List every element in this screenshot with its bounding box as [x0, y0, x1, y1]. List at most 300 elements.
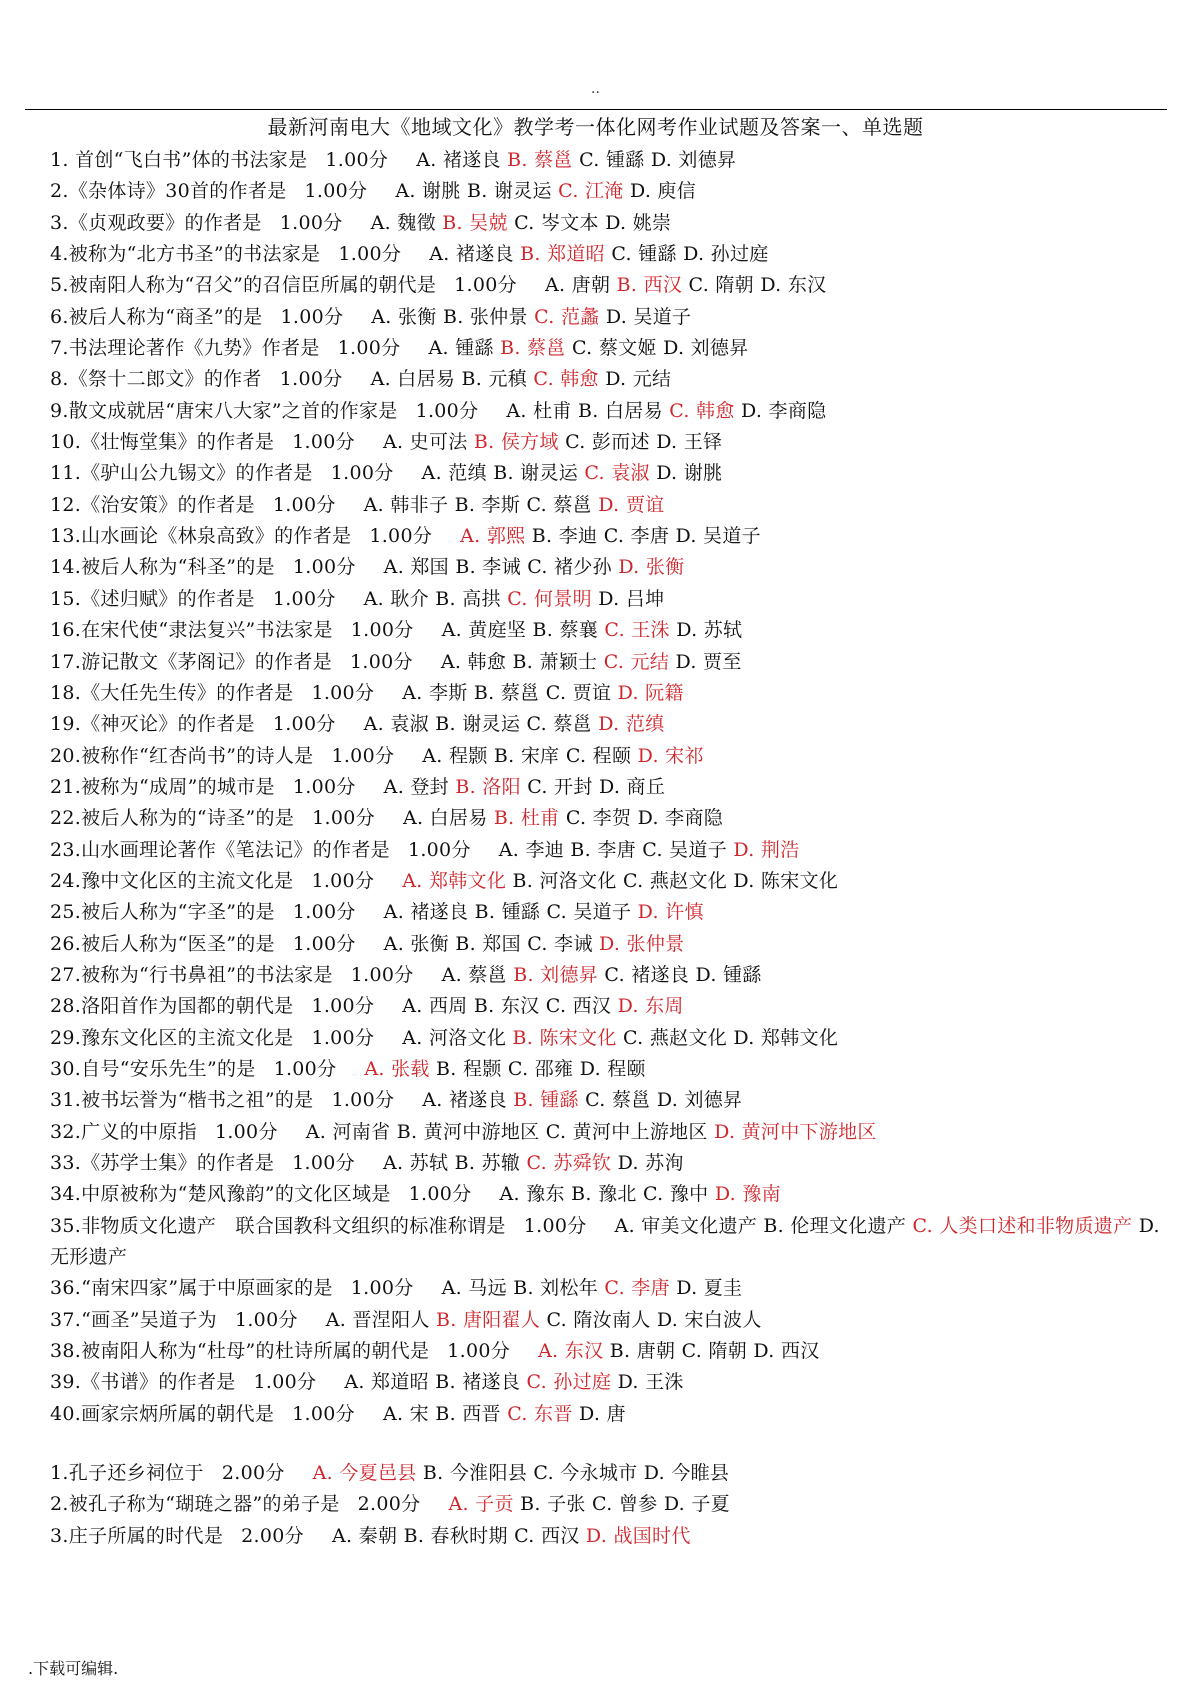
question-row — [0, 1489, 1191, 1520]
option: C. 西汉 — [545, 995, 612, 1018]
question-row — [0, 333, 1191, 364]
option: A. 褚遂良 — [416, 149, 501, 171]
question-score: 1.00分 — [253, 1371, 317, 1394]
option: A. 李斯 — [402, 681, 468, 704]
question-row — [0, 1054, 1191, 1085]
question-number: 30. — [50, 1057, 82, 1080]
option-correct: A. 东汉 — [538, 1340, 604, 1363]
option: C. 蔡邕 — [585, 1089, 651, 1112]
question-score: 1.00分 — [292, 932, 356, 955]
question-number: 38. — [50, 1340, 82, 1363]
question-number: 31. — [50, 1089, 82, 1112]
option: A. 袁淑 — [363, 713, 429, 736]
option-correct: C. 孙过庭 — [526, 1371, 612, 1394]
option-correct: B. 侯方域 — [473, 431, 559, 454]
option-correct: A. 郑韩文化 — [402, 869, 507, 892]
option: D. 程颐 — [579, 1057, 646, 1080]
question-row — [0, 427, 1191, 458]
question-score: 1.00分 — [273, 1057, 337, 1080]
question-row — [0, 208, 1191, 239]
question-row — [0, 678, 1191, 709]
option: B. 谢灵运 — [466, 180, 552, 203]
question-text: 被孔子称为“瑚琏之器”的弟子是 — [68, 1493, 340, 1516]
question-number: 37. — [50, 1308, 82, 1331]
option: B. 程颢 — [436, 1057, 502, 1080]
option: D. 陈宋文化 — [733, 869, 839, 892]
option: B. 蔡邕 — [473, 681, 540, 704]
option: D. 夏圭 — [676, 1277, 743, 1300]
question-text: 广义的中原指 — [81, 1120, 197, 1143]
option: D. 吕坤 — [598, 587, 665, 610]
question-row — [0, 929, 1191, 960]
question-row — [0, 1305, 1191, 1336]
option-correct: C. 韩愈 — [669, 399, 735, 422]
option: B. 李斯 — [454, 493, 521, 516]
option: B. 黄河中游地区 — [396, 1120, 540, 1143]
option: B. 张仲景 — [442, 305, 528, 328]
option: D. 贾至 — [675, 650, 742, 673]
question-row — [0, 835, 1191, 866]
question-score: 1.00分 — [350, 619, 414, 642]
question-row — [0, 521, 1191, 552]
option-correct: B. 唐阳翟人 — [436, 1308, 541, 1331]
option: C. 开封 — [527, 775, 593, 798]
option: C. 李唐 — [603, 525, 670, 548]
option: A. 苏轼 — [382, 1152, 449, 1174]
question-text: 《驴山公九锡文》的作者是 — [81, 462, 313, 485]
question-number: 1. — [50, 1462, 69, 1484]
option: A. 锺繇 — [428, 337, 494, 360]
question-score: 1.00分 — [292, 901, 356, 924]
option: D. 孙过庭 — [683, 243, 769, 266]
option: B. 唐朝 — [609, 1340, 676, 1363]
option: A. 河南省 — [305, 1120, 391, 1143]
option-correct: B. 杜甫 — [493, 807, 560, 830]
question-row — [0, 1211, 1191, 1274]
option: C. 蔡邕 — [526, 493, 592, 516]
option: B. 萧颖士 — [512, 650, 598, 673]
question-text: 《苏学士集》的作者是 — [81, 1152, 275, 1174]
question-row — [0, 364, 1191, 395]
option: C. 褚少孙 — [527, 556, 612, 579]
option-correct: D. 范缜 — [598, 713, 665, 736]
question-text: 被南阳人称为“召父”的召信臣所属的朝代是 — [68, 274, 437, 297]
question-score: 1.00分 — [311, 995, 375, 1018]
question-row — [0, 1458, 1191, 1489]
question-number: 13. — [50, 525, 82, 548]
option: A. 晋涅阳人 — [325, 1308, 430, 1331]
question-number: 23. — [50, 838, 82, 861]
question-row — [0, 960, 1191, 991]
option: A. 史可法 — [382, 431, 468, 454]
option: A. 张衡 — [371, 305, 437, 328]
option-correct: D. 张衡 — [618, 556, 685, 579]
question-text: 《书谱》的作者是 — [81, 1371, 236, 1394]
question-number: 33. — [50, 1152, 82, 1174]
question-text: 庄子所属的时代是 — [68, 1524, 224, 1547]
question-text: “南宋四家”属于中原画家的是 — [81, 1277, 333, 1300]
option: B. 谢灵运 — [435, 713, 521, 736]
question-text: 被后人称为的“诗圣”的是 — [81, 807, 295, 830]
option: C. 燕赵文化 — [623, 1026, 728, 1049]
question-score: 1.00分 — [272, 493, 336, 516]
question-number: 24. — [50, 869, 82, 892]
question-score: 1.00分 — [523, 1214, 587, 1237]
option: D. 郑韩文化 — [733, 1026, 839, 1049]
question-text: 画家宗炳所属的朝代是 — [81, 1402, 275, 1425]
question-text: 被南阳人称为“杜母”的杜诗所属的朝代是 — [81, 1340, 430, 1363]
option: C. 吴道子 — [642, 838, 728, 861]
question-number: 1. — [50, 149, 69, 171]
question-score: 1.00分 — [331, 744, 395, 767]
option: C. 岑文本 — [514, 211, 599, 234]
option: A. 黄庭坚 — [441, 619, 527, 642]
second-question-section — [0, 1458, 1191, 1552]
option: A. 蔡邕 — [441, 963, 507, 986]
option: A. 李迪 — [498, 838, 565, 861]
option: D. 今睢县 — [643, 1462, 730, 1484]
question-row — [0, 1273, 1191, 1304]
question-score: 1.00分 — [279, 368, 343, 391]
question-row — [0, 302, 1191, 333]
question-row — [0, 1148, 1191, 1179]
question-number: 35. — [50, 1214, 82, 1237]
question-row — [0, 991, 1191, 1022]
option: A. 程颢 — [422, 744, 488, 767]
question-number: 29. — [50, 1026, 82, 1049]
question-number: 12. — [50, 493, 82, 516]
option-correct: D. 战国时代 — [585, 1524, 691, 1547]
question-number: 3. — [50, 1524, 69, 1547]
footer-note: .下载可编辑. — [28, 1659, 119, 1678]
option-correct: B. 刘德昇 — [513, 963, 599, 986]
question-row — [0, 1521, 1191, 1552]
question-row — [0, 803, 1191, 834]
question-number: 39. — [50, 1371, 82, 1394]
question-row — [0, 270, 1191, 301]
question-text: 《述归赋》的作者是 — [81, 587, 255, 610]
option: C. 隋朝 — [681, 1340, 748, 1363]
question-number: 28. — [50, 995, 82, 1018]
option-correct: C. 何景明 — [507, 587, 592, 610]
question-text: 首创“飞白书”体的书法家是 — [68, 149, 308, 171]
question-text: 被称为“北方书圣”的书法家是 — [68, 243, 321, 266]
option: B. 白居易 — [578, 399, 663, 422]
option: B. 河洛文化 — [512, 869, 617, 892]
option: D. 吴道子 — [675, 525, 761, 548]
question-score: 1.00分 — [272, 713, 336, 736]
question-text: 豫中文化区的主流文化是 — [81, 869, 294, 892]
option: B. 春秋时期 — [403, 1524, 508, 1547]
question-number: 19. — [50, 713, 82, 736]
option: B. 子张 — [520, 1493, 586, 1516]
option: A. 褚遂良 — [429, 243, 514, 266]
question-row — [0, 239, 1191, 270]
option-correct: D. 黄河中下游地区 — [714, 1120, 877, 1143]
question-number: 25. — [50, 901, 82, 924]
question-row — [0, 1023, 1191, 1054]
question-number: 18. — [50, 681, 82, 704]
option-correct: C. 李唐 — [604, 1277, 670, 1300]
option: B. 豫北 — [571, 1183, 637, 1206]
option: C. 蔡文姬 — [572, 337, 657, 360]
option: B. 高拱 — [435, 587, 501, 610]
question-text: 被称为“成周”的城市是 — [81, 775, 275, 798]
question-row — [0, 1399, 1191, 1430]
question-text: 《贞观政要》的作者是 — [68, 211, 262, 234]
single-choice-section — [0, 145, 1191, 1430]
option-correct: C. 韩愈 — [533, 368, 599, 391]
option-correct: C. 人类口述和非物质遗产 — [912, 1214, 1133, 1237]
option: C. 程颐 — [565, 744, 632, 767]
question-score: 2.00分 — [221, 1462, 285, 1484]
question-number: 27. — [50, 963, 82, 986]
option: A. 魏徵 — [370, 211, 436, 234]
option: D. 谢朓 — [656, 462, 723, 485]
question-text: 《神灭论》的作者是 — [81, 713, 255, 736]
question-score: 2.00分 — [241, 1524, 304, 1547]
option: A. 郑国 — [383, 556, 449, 579]
question-text: 被后人称为“字圣”的是 — [81, 901, 275, 924]
question-number: 32. — [50, 1120, 82, 1143]
question-score: 1.00分 — [311, 869, 375, 892]
option: C. 锺繇 — [579, 149, 645, 171]
question-number: 16. — [50, 619, 82, 642]
question-score: 1.00分 — [330, 462, 394, 485]
option: C. 李贺 — [565, 807, 632, 830]
option: D. 刘德昇 — [656, 1089, 743, 1112]
option: C. 彭而述 — [565, 431, 650, 454]
question-score: 1.00分 — [408, 1183, 472, 1206]
question-number: 20. — [50, 744, 82, 767]
option: D. 姚崇 — [605, 211, 672, 234]
question-text: 被称作“红杏尚书”的诗人是 — [81, 744, 314, 767]
header-rule — [25, 109, 1167, 110]
option: B. 褚遂良 — [435, 1371, 521, 1394]
question-row — [0, 866, 1191, 897]
option: A. 耿介 — [363, 587, 429, 610]
option: B. 蔡襄 — [532, 619, 599, 642]
option: D. 刘德昇 — [663, 337, 749, 360]
option: A. 马远 — [441, 1277, 507, 1300]
option-correct: C. 袁淑 — [584, 462, 650, 485]
option: B. 东汉 — [473, 995, 540, 1018]
option: A. 白居易 — [370, 368, 456, 391]
question-number: 4. — [50, 243, 69, 266]
question-number: 5. — [50, 274, 69, 297]
option: B. 郑国 — [455, 932, 521, 955]
question-score: 1.00分 — [292, 1152, 355, 1174]
question-score: 1.00分 — [447, 1340, 511, 1363]
option-correct: B. 蔡邕 — [500, 337, 566, 360]
question-row — [0, 145, 1191, 176]
question-text: 被后人称为“医圣”的是 — [81, 932, 275, 955]
question-text: 山水画论《林泉高致》的作者是 — [81, 525, 352, 548]
option: A. 谢朓 — [395, 180, 461, 203]
option: B. 今淮阳县 — [422, 1462, 528, 1484]
question-text: 被后人称为“商圣”的是 — [68, 305, 263, 328]
question-score: 1.00分 — [407, 838, 471, 861]
option: C. 锺繇 — [611, 243, 677, 266]
option: D. 元结 — [605, 368, 672, 391]
option-correct: D. 豫南 — [714, 1183, 781, 1206]
question-text: 豫东文化区的主流文化是 — [81, 1026, 294, 1049]
option: A. 范缜 — [421, 462, 487, 485]
question-text: 《壮悔堂集》的作者是 — [81, 431, 275, 454]
question-text: 被书坛誉为“楷书之祖”的是 — [81, 1089, 314, 1112]
question-text: 游记散文《茅阁记》的作者是 — [81, 650, 333, 673]
option: C. 贾谊 — [545, 681, 612, 704]
question-text: 书法理论著作《九势》作者是 — [68, 337, 320, 360]
option-correct: B. 锺繇 — [513, 1089, 579, 1112]
question-score: 1.00分 — [338, 243, 402, 266]
question-number: 40. — [50, 1402, 82, 1425]
top-mark: .. — [591, 81, 600, 97]
option-correct: C. 范蠡 — [534, 305, 600, 328]
option-correct: B. 洛阳 — [455, 775, 521, 798]
question-score: 1.00分 — [312, 807, 375, 830]
question-text: 散文成就居“唐宋八大家”之首的作家是 — [68, 399, 398, 422]
question-row — [0, 647, 1191, 678]
question-score: 1.00分 — [279, 211, 343, 234]
option-correct: D. 贾谊 — [598, 493, 665, 516]
option: C. 黄河中上游地区 — [545, 1120, 708, 1143]
option: B. 元稹 — [461, 368, 528, 391]
question-text: 《祭十二郎文》的作者 — [68, 368, 262, 391]
option-correct: B. 西汉 — [616, 274, 683, 297]
question-row — [0, 1336, 1191, 1367]
option: A. 秦朝 — [331, 1524, 398, 1547]
option: D. 宋白波人 — [656, 1308, 762, 1331]
question-number: 8. — [50, 368, 69, 391]
option-correct: D. 荆浩 — [733, 838, 800, 861]
option: D. 西汉 — [753, 1340, 820, 1363]
question-text: 被称为“行书鼻祖”的书法家是 — [81, 963, 333, 986]
question-score: 1.00分 — [272, 587, 336, 610]
option: C. 褚遂良 — [604, 963, 690, 986]
question-number: 7. — [50, 337, 69, 360]
question-score: 1.00分 — [350, 963, 414, 986]
option: D. 苏洵 — [617, 1152, 684, 1174]
question-row — [0, 741, 1191, 772]
question-score: 2.00分 — [357, 1493, 421, 1516]
question-number: 11. — [50, 462, 82, 485]
question-row — [0, 1085, 1191, 1116]
question-number: 34. — [50, 1183, 82, 1206]
question-row — [0, 709, 1191, 740]
question-text: 山水画理论著作《笔法记》的作者是 — [81, 838, 390, 861]
option: C. 隋朝 — [688, 274, 754, 297]
option: B. 西晋 — [435, 1402, 501, 1425]
question-text: 《杂体诗》30首的作者是 — [68, 180, 287, 203]
question-number: 14. — [50, 556, 82, 579]
question-score: 1.00分 — [214, 1120, 278, 1143]
question-row — [0, 772, 1191, 803]
option: D. 商丘 — [599, 775, 666, 798]
option: C. 燕赵文化 — [623, 869, 728, 892]
question-number: 9. — [50, 399, 69, 422]
question-score: 1.00分 — [350, 1277, 414, 1300]
question-number: 21. — [50, 775, 82, 798]
option: C. 吴道子 — [546, 901, 632, 924]
option: B. 刘松年 — [513, 1277, 599, 1300]
question-score: 1.00分 — [292, 556, 356, 579]
option: C. 西汉 — [514, 1524, 580, 1547]
option: A. 褚遂良 — [383, 901, 469, 924]
option-correct: B. 陈宋文化 — [512, 1026, 617, 1049]
question-row — [0, 615, 1191, 646]
option: C. 隋汝南人 — [546, 1308, 651, 1331]
option-correct: C. 王洙 — [604, 619, 670, 642]
question-number: 2. — [50, 180, 69, 203]
option: A. 登封 — [383, 775, 449, 798]
question-row — [0, 552, 1191, 583]
question-number: 36. — [50, 1277, 82, 1300]
question-score: 1.00分 — [234, 1308, 298, 1331]
option: A. 河洛文化 — [402, 1026, 507, 1049]
option: D. 庾信 — [629, 180, 697, 203]
option: C. 蔡邕 — [526, 713, 592, 736]
option: B. 宋庠 — [493, 744, 560, 767]
question-row — [0, 396, 1191, 427]
question-number: 22. — [50, 807, 82, 830]
option: D. 王铎 — [656, 431, 723, 454]
option: A. 唐朝 — [544, 274, 611, 297]
option: B. 伦理文化遗产 — [763, 1214, 907, 1237]
question-row — [0, 584, 1191, 615]
option-correct: B. 蔡邕 — [507, 149, 573, 171]
option: D. 唐 — [579, 1402, 626, 1425]
option-correct: C. 元结 — [603, 650, 670, 673]
option: A. 郑道昭 — [344, 1371, 429, 1394]
question-score: 1.00分 — [415, 399, 479, 422]
question-text: 非物质文化遗产 联合国教科文组织的标准称谓是 — [81, 1214, 506, 1237]
option: D. 王洙 — [617, 1371, 684, 1394]
question-text: 被后人称为“科圣”的是 — [81, 556, 275, 579]
option: A. 审美文化遗产 — [614, 1214, 758, 1237]
question-number: 17. — [50, 650, 82, 673]
option: D. 李商隐 — [741, 399, 827, 422]
question-score: 1.00分 — [292, 775, 356, 798]
option-correct: A. 今夏邑县 — [312, 1462, 417, 1484]
option: C. 曾参 — [592, 1493, 658, 1516]
option: A. 豫东 — [499, 1183, 565, 1206]
option-correct: B. 吴兢 — [442, 211, 508, 234]
option: A. 褚遂良 — [422, 1089, 507, 1112]
option: A. 张衡 — [383, 932, 449, 955]
question-row — [0, 458, 1191, 489]
question-row — [0, 490, 1191, 521]
option: B. 苏辙 — [454, 1152, 521, 1174]
option: A. 白居易 — [402, 807, 488, 830]
option: A. 西周 — [402, 995, 468, 1018]
option: A. 杜甫 — [506, 399, 572, 422]
question-row — [0, 176, 1191, 207]
question-number: 10. — [50, 431, 82, 454]
option: A. 韩非子 — [363, 493, 449, 516]
option: B. 李唐 — [570, 838, 636, 861]
page-title: 最新河南电大《地域文化》教学考一体化网考作业试题及答案一、单选题 — [267, 115, 924, 139]
option: A. 韩愈 — [440, 650, 507, 673]
question-text: 自号“安乐先生”的是 — [81, 1057, 256, 1080]
option: D. 无形遗产 — [50, 1214, 1160, 1269]
question-score: 1.00分 — [280, 305, 344, 328]
question-text: 中原被称为“楚风豫韵”的文化区域是 — [81, 1183, 391, 1206]
option-correct: D. 张仲景 — [599, 932, 685, 955]
question-score: 1.00分 — [454, 274, 517, 297]
question-number: 3. — [50, 211, 69, 234]
option: D. 刘德昇 — [650, 149, 737, 171]
